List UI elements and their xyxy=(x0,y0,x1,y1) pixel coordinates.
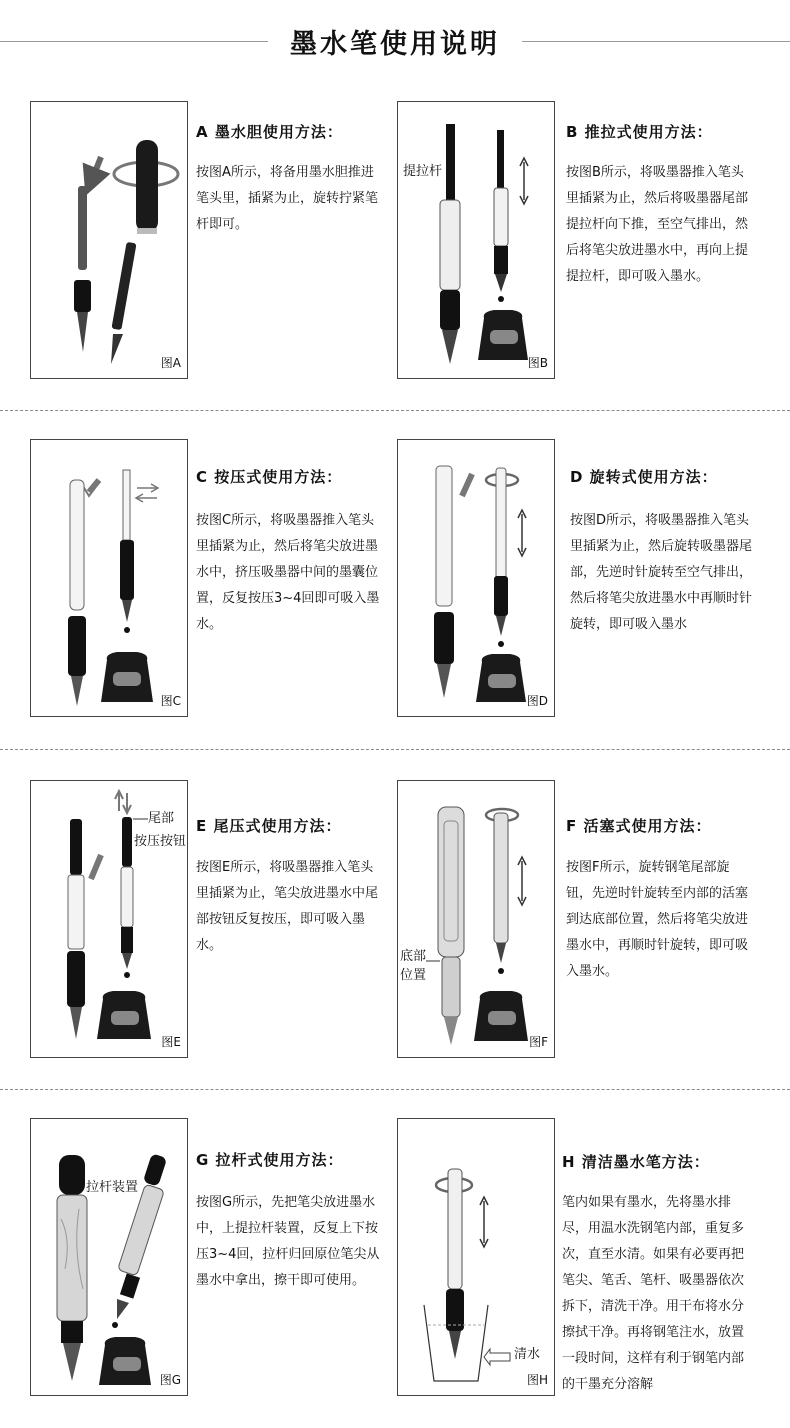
section-title-e: E 尾压式使用方法： xyxy=(196,817,342,835)
callout-press-button: 按压按钮 xyxy=(134,834,187,849)
section-divider xyxy=(0,1089,790,1090)
section-desc-f: 按图F所示，旋转钢笔尾部旋钮，先逆时针旋转至内部的活塞到达底部位置，然后将笔尖放进墨水中，再顺时针旋转，即可吸入墨水。 xyxy=(566,860,749,979)
section-desc-d: 按图D所示，将吸墨器推入笔头里插紧为止，然后旋转吸墨器尾部，先逆时针旋转至空气排出，然后将笔尖放进墨水中再顺时针旋转，即可吸入墨水 xyxy=(570,513,753,632)
callout-clean-water: 清水 xyxy=(514,1347,541,1362)
fountain-pen-icon xyxy=(398,102,554,378)
figure-f xyxy=(397,780,555,1058)
figure-label: 图A xyxy=(160,356,181,370)
page-header xyxy=(0,0,790,84)
figure-label: 图B xyxy=(527,356,548,370)
figure-d xyxy=(397,439,555,717)
section-desc-h: 笔内如果有墨水，先将墨水排尽，用温水洗钢笔内部，重复多次，直至水清。如果有必要再把笔尖、笔舌、笔杆、吸墨器依次拆下，清洗干净。用干布将水分擦拭干净。再将钢笔注水，放置一段时间，这样有利于钢笔内部的干墨充分溶解 xyxy=(562,1195,745,1392)
figure-label: 图C xyxy=(160,694,181,708)
figure-a xyxy=(30,101,188,379)
section-title-b: B 推拉式使用方法： xyxy=(566,123,713,141)
section-title-h: H 清洁墨水笔方法： xyxy=(562,1153,710,1171)
section-desc-e: 按图E所示，将吸墨器推入笔头里插紧为止，笔尖放进墨水中尾部按钮反复按压，即可吸入墨水。 xyxy=(196,860,379,953)
section-title-f: F 活塞式使用方法： xyxy=(566,817,712,835)
section-divider xyxy=(0,749,790,750)
callout-lever: 拉杆装置 xyxy=(86,1180,139,1195)
section-desc-a: 按图A所示，将备用墨水胆推进笔头里，插紧为止，旋转拧紧笔杆即可。 xyxy=(196,165,379,232)
figure-label: 图D xyxy=(526,694,548,708)
fountain-pen-icon xyxy=(398,440,554,716)
fountain-pen-icon xyxy=(31,1119,187,1395)
section-title-c: C 按压式使用方法： xyxy=(196,468,343,486)
section-desc-g: 按图G所示，先把笔尖放进墨水中，上提拉杆装置，反复上下按压3~4回，拉杆归回原位笔尖从墨水中拿出，擦干即可使用。 xyxy=(196,1195,380,1288)
section-title-a: A 墨水胆使用方法： xyxy=(196,123,343,141)
section-desc-b: 按图B所示，将吸墨器推入笔头里插紧为止，然后将吸墨器尾部提拉杆向下推，至空气排出，然后将笔尖放进墨水中，再向上提提拉杆，即可吸入墨水。 xyxy=(566,165,749,284)
figure-b xyxy=(397,101,555,379)
figure-g xyxy=(30,1118,188,1396)
section-desc-c: 按图C所示，将吸墨器推入笔头里插紧为止，然后将笔尖放进墨水中，挤压吸墨器中间的墨囊位置，反复按压3~4回即可吸入墨水。 xyxy=(196,513,380,632)
figure-label: 图G xyxy=(159,1373,181,1387)
callout-pull-rod: 提拉杆 xyxy=(403,164,443,179)
section-title-d: D 旋转式使用方法： xyxy=(570,468,718,486)
section-title-g: G 拉杆式使用方法： xyxy=(196,1151,344,1169)
callout-position: 位置 xyxy=(400,968,427,983)
figure-label: 图F xyxy=(529,1035,548,1049)
figure-c xyxy=(30,439,188,717)
figure-label: 图H xyxy=(526,1373,548,1387)
callout-bottom: 底部 xyxy=(400,949,427,964)
figure-e xyxy=(30,780,188,1058)
fountain-pen-icon xyxy=(31,102,187,378)
figure-label: 图E xyxy=(161,1035,181,1049)
fountain-pen-icon xyxy=(398,781,554,1057)
section-divider xyxy=(0,410,790,411)
callout-tail: 尾部 xyxy=(148,811,175,826)
figure-h xyxy=(397,1118,555,1396)
page-title: 墨水笔使用说明 xyxy=(0,22,790,61)
fountain-pen-icon xyxy=(31,440,187,716)
